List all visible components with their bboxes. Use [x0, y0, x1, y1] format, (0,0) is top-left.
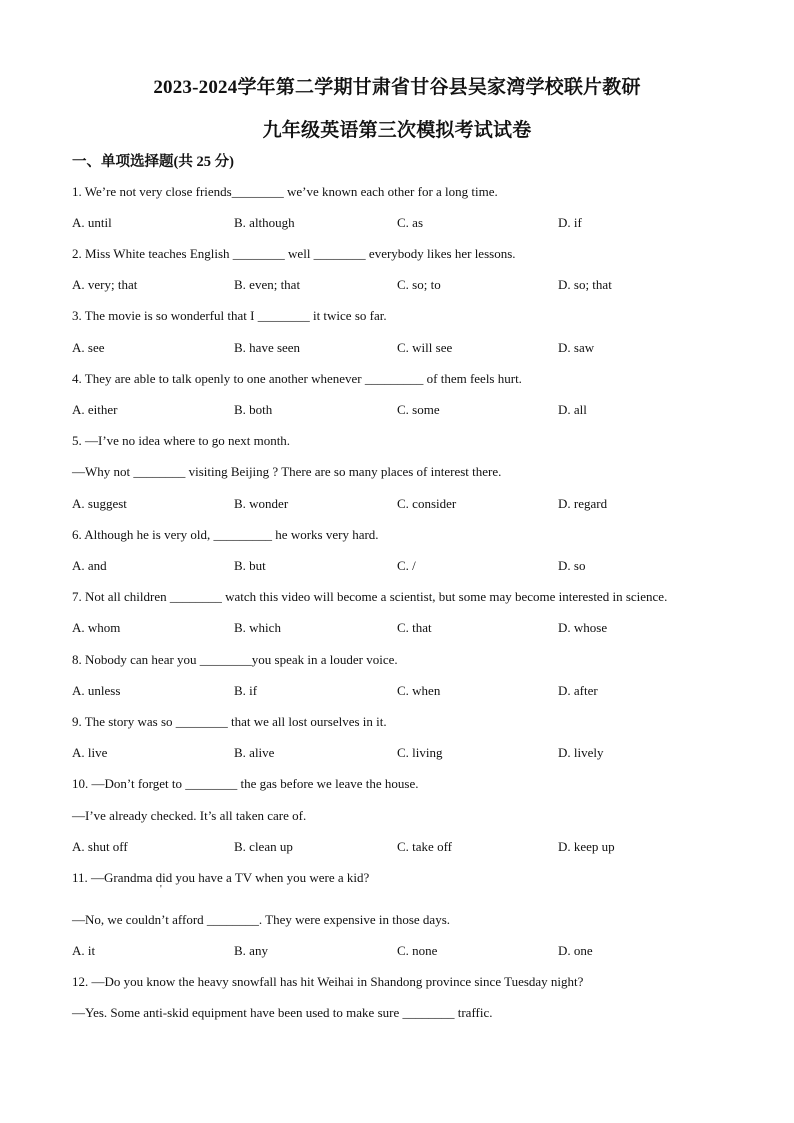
question-2-option-a: A. very; that	[72, 277, 138, 292]
stray-comma-mark: '	[160, 884, 162, 895]
question-9-option-c: C. living	[397, 745, 443, 760]
section-heading: 一、单项选择题(共 25 分)	[72, 154, 234, 170]
question-6-option-c: C. /	[397, 558, 416, 573]
question-10-option-c: C. take off	[397, 839, 452, 854]
question-11-text: 11. —Grandma did you have a TV when you were a kid?	[72, 870, 370, 885]
question-4-option-a: A. either	[72, 402, 118, 417]
question-1-text: 1. We’re not very close friends________ we’ve known each other for a long time.	[72, 184, 498, 199]
question-3-option-d: D. saw	[558, 340, 595, 355]
question-9-option-d: D. lively	[558, 745, 604, 760]
question-7-option-c: C. that	[397, 620, 432, 635]
question-5-option-b: B. wonder	[234, 496, 289, 511]
question-10-option-d: D. keep up	[558, 839, 615, 854]
question-7-option-d: D. whose	[558, 620, 608, 635]
question-9-text: 9. The story was so ________ that we all lost ourselves in it.	[72, 714, 387, 729]
question-6-text: 6. Although he is very old, _________ he works very hard.	[72, 527, 379, 542]
question-11-option-a: A. it	[72, 943, 96, 958]
question-12-text: 12. —Do you know the heavy snowfall has hit Weihai in Shandong province since Tuesday night?	[72, 974, 584, 989]
question-5-option-c: C. consider	[397, 496, 457, 511]
question-2-option-c: C. so; to	[397, 277, 441, 292]
exam-title-line-1: 2023-2024学年第二学期甘肃省甘谷县吴家湾学校联片教研	[153, 77, 641, 98]
question-12-reply: —Yes. Some anti-skid equipment have been used to make sure ________ traffic.	[72, 1005, 493, 1020]
question-10-text: 10. —Don’t forget to ________ the gas before we leave the house.	[72, 776, 419, 791]
exam-title-line-2: 九年级英语第三次模拟考试试卷	[262, 120, 532, 141]
question-10-reply: —I’ve already checked. It’s all taken care of.	[72, 808, 307, 823]
question-1-option-b: B. although	[234, 215, 295, 230]
question-1-option-d: D. if	[558, 215, 582, 230]
question-2-option-b: B. even; that	[234, 277, 301, 292]
question-8-option-a: A. unless	[72, 683, 121, 698]
question-3-text: 3. The movie is so wonderful that I ________ it twice so far.	[72, 308, 387, 323]
question-10-option-a: A. shut off	[72, 839, 128, 854]
question-3-option-b: B. have seen	[234, 340, 301, 355]
question-7-option-a: A. whom	[72, 620, 121, 635]
question-3-option-c: C. will see	[397, 340, 453, 355]
question-11-option-b: B. any	[234, 943, 268, 958]
question-8-option-d: D. after	[558, 683, 598, 698]
question-5-option-a: A. suggest	[72, 496, 127, 511]
question-3-option-a: A. see	[72, 340, 105, 355]
question-5-option-d: D. regard	[558, 496, 608, 511]
question-4-text: 4. They are able to talk openly to one another whenever _________ of them feels hurt.	[72, 371, 522, 386]
question-1-option-c: C. as	[397, 215, 423, 230]
question-6-option-d: D. so	[558, 558, 586, 573]
question-4-option-c: C. some	[397, 402, 440, 417]
question-2-text: 2. Miss White teaches English ________ well ________ everybody likes her lessons.	[72, 246, 516, 261]
question-5-reply: —Why not ________ visiting Beijing ? There are so many places of interest there.	[72, 464, 502, 479]
question-11-reply: —No, we couldn’t afford ________. They were expensive in those days.	[72, 912, 451, 927]
question-6-option-a: A. and	[72, 558, 107, 573]
question-7-text: 7. Not all children ________ watch this video will become a scientist, but some may become interested in science.	[72, 589, 668, 604]
question-8-text: 8. Nobody can hear you ________you speak in a louder voice.	[72, 652, 398, 667]
question-7-option-b: B. which	[234, 620, 281, 635]
question-11-option-d: D. one	[558, 943, 593, 958]
question-10-option-b: B. clean up	[234, 839, 293, 854]
question-4-option-d: D. all	[558, 402, 587, 417]
question-8-option-b: B. if	[234, 683, 258, 698]
question-8-option-c: C. when	[397, 683, 441, 698]
question-9-option-b: B. alive	[234, 745, 275, 760]
question-4-option-b: B. both	[234, 402, 273, 417]
question-9-option-a: A. live	[72, 745, 108, 760]
question-11-option-c: C. none	[397, 943, 438, 958]
question-6-option-b: B. but	[234, 558, 266, 573]
question-2-option-d: D. so; that	[558, 277, 612, 292]
question-1-option-a: A. until	[72, 215, 112, 230]
question-5-text: 5. —I’ve no idea where to go next month.	[72, 433, 291, 448]
